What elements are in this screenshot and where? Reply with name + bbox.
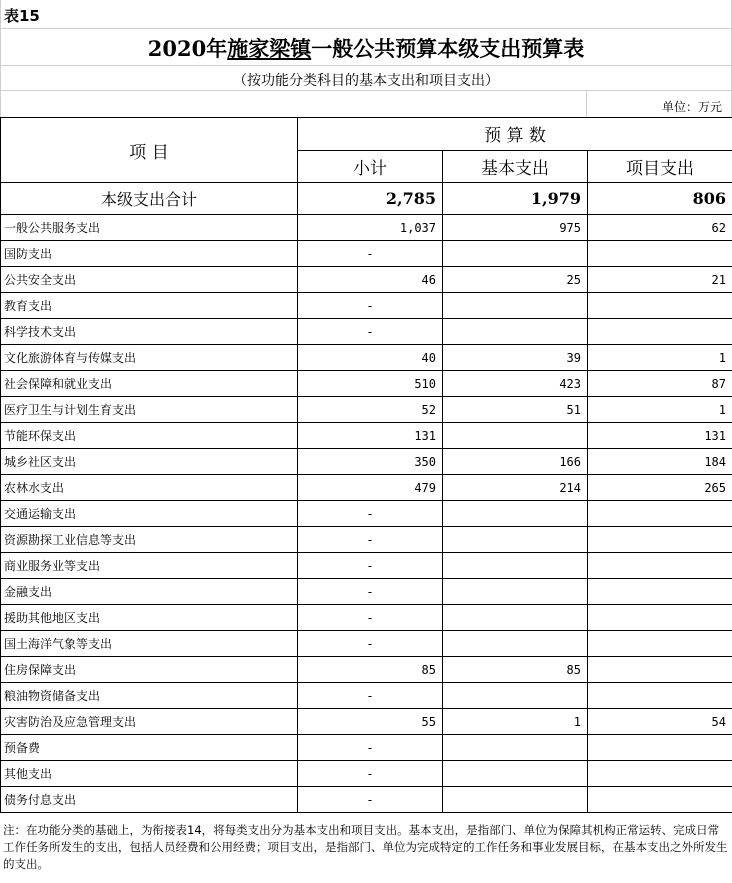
- row-project: [588, 605, 732, 631]
- grid-h2: [0, 65, 732, 66]
- row-subtotal: -: [298, 553, 443, 579]
- row-subtotal: 55: [298, 709, 443, 735]
- table-row: [1, 761, 732, 787]
- header-budget: 预 算 数: [298, 118, 732, 151]
- table-row: [1, 631, 732, 657]
- table-row: [1, 709, 732, 735]
- row-name: 住房保障支出: [1, 657, 298, 683]
- row-name: 灾害防治及应急管理支出: [1, 709, 298, 735]
- row-name: 教育支出: [1, 293, 298, 319]
- row-basic: [443, 553, 588, 579]
- row-subtotal: 479: [298, 475, 443, 501]
- row-name: 粮油物资储备支出: [1, 683, 298, 709]
- row-project: 21: [588, 267, 732, 293]
- table-row: [1, 345, 732, 371]
- table-row: [1, 293, 732, 319]
- row-name: 交通运输支出: [1, 501, 298, 527]
- total-basic: 1,979: [443, 183, 588, 215]
- row-project: [588, 527, 732, 553]
- row-subtotal: 46: [298, 267, 443, 293]
- row-name: 节能环保支出: [1, 423, 298, 449]
- row-project: [588, 683, 732, 709]
- table-row: [1, 501, 732, 527]
- row-subtotal: 350: [298, 449, 443, 475]
- table-row: [1, 319, 732, 345]
- row-name: 资源勘探工业信息等支出: [1, 527, 298, 553]
- row-subtotal: -: [298, 527, 443, 553]
- row-subtotal: -: [298, 761, 443, 787]
- row-name: 援助其他地区支出: [1, 605, 298, 631]
- row-basic: [443, 579, 588, 605]
- total-row: [1, 183, 732, 215]
- table-row: [1, 553, 732, 579]
- header-row-1: [1, 118, 732, 151]
- table-row: [1, 527, 732, 553]
- table-row: [1, 449, 732, 475]
- row-basic: 166: [443, 449, 588, 475]
- row-basic: 85: [443, 657, 588, 683]
- row-project: 1: [588, 345, 732, 371]
- row-basic: [443, 735, 588, 761]
- row-name: 社会保障和就业支出: [1, 371, 298, 397]
- row-basic: [443, 683, 588, 709]
- title-town: 施家梁镇: [227, 36, 312, 61]
- header-basic: 基本支出: [443, 150, 588, 183]
- title-suffix: 一般公共预算本级支出预算表: [311, 36, 585, 61]
- row-subtotal: -: [298, 631, 443, 657]
- row-subtotal: -: [298, 293, 443, 319]
- row-basic: [443, 241, 588, 267]
- table-row: [1, 371, 732, 397]
- row-basic: 25: [443, 267, 588, 293]
- row-name: 医疗卫生与计划生育支出: [1, 397, 298, 423]
- row-name: 国防支出: [1, 241, 298, 267]
- row-name: 城乡社区支出: [1, 449, 298, 475]
- total-project: 806: [588, 183, 732, 215]
- table-row: [1, 215, 732, 241]
- row-basic: 423: [443, 371, 588, 397]
- row-subtotal: -: [298, 787, 443, 813]
- row-project: 87: [588, 371, 732, 397]
- row-project: [588, 319, 732, 345]
- table-row: [1, 267, 732, 293]
- row-basic: [443, 423, 588, 449]
- row-project: 265: [588, 475, 732, 501]
- row-basic: [443, 319, 588, 345]
- grid-h3: [0, 90, 732, 91]
- row-subtotal: -: [298, 501, 443, 527]
- row-project: 1: [588, 397, 732, 423]
- row-project: [588, 579, 732, 605]
- table-row: [1, 475, 732, 501]
- table-row: [1, 657, 732, 683]
- row-project: [588, 735, 732, 761]
- header-subtotal: 小计: [298, 150, 443, 183]
- unit-label: 单位：万元: [661, 100, 722, 114]
- row-subtotal: -: [298, 605, 443, 631]
- row-basic: 214: [443, 475, 588, 501]
- row-name: 商业服务业等支出: [1, 553, 298, 579]
- row-subtotal: -: [298, 735, 443, 761]
- page-title: [0, 33, 732, 63]
- row-name: 国土海洋气象等支出: [1, 631, 298, 657]
- row-project: [588, 631, 732, 657]
- table-row: [1, 423, 732, 449]
- row-subtotal: 1,037: [298, 215, 443, 241]
- row-project: [588, 293, 732, 319]
- row-project: 62: [588, 215, 732, 241]
- table-label: 表15: [4, 7, 40, 25]
- row-subtotal: 510: [298, 371, 443, 397]
- header-project: 项目支出: [588, 150, 732, 183]
- row-name: 一般公共服务支出: [1, 215, 298, 241]
- row-subtotal: -: [298, 683, 443, 709]
- row-project: [588, 501, 732, 527]
- row-subtotal: 131: [298, 423, 443, 449]
- row-subtotal: 52: [298, 397, 443, 423]
- table-row: [1, 605, 732, 631]
- table-row: [1, 735, 732, 761]
- row-subtotal: -: [298, 319, 443, 345]
- table-row: [1, 241, 732, 267]
- page-subtitle: （按功能分类科目的基本支出和项目支出）: [233, 73, 499, 89]
- total-subtotal: 2,785: [298, 183, 443, 215]
- table-body: [1, 215, 732, 813]
- row-subtotal: 40: [298, 345, 443, 371]
- row-project: 54: [588, 709, 732, 735]
- row-project: [588, 787, 732, 813]
- row-project: [588, 553, 732, 579]
- row-name: 农林水支出: [1, 475, 298, 501]
- row-basic: 975: [443, 215, 588, 241]
- row-name: 预备费: [1, 735, 298, 761]
- row-basic: [443, 501, 588, 527]
- budget-table: [0, 117, 732, 813]
- row-project: [588, 761, 732, 787]
- grid-v-unit: [586, 90, 587, 117]
- row-basic: [443, 527, 588, 553]
- table-row: [1, 683, 732, 709]
- row-subtotal: -: [298, 579, 443, 605]
- row-name: 金融支出: [1, 579, 298, 605]
- title-prefix: 2020年: [147, 36, 228, 61]
- row-subtotal: -: [298, 241, 443, 267]
- row-project: 184: [588, 449, 732, 475]
- row-project: [588, 657, 732, 683]
- row-name: 公共安全支出: [1, 267, 298, 293]
- row-basic: [443, 761, 588, 787]
- row-basic: [443, 631, 588, 657]
- table-row: [1, 787, 732, 813]
- row-subtotal: 85: [298, 657, 443, 683]
- row-basic: [443, 293, 588, 319]
- table-row: [1, 579, 732, 605]
- table-row: [1, 397, 732, 423]
- row-name: 其他支出: [1, 761, 298, 787]
- row-name: 文化旅游体育与传媒支出: [1, 345, 298, 371]
- row-name: 债务付息支出: [1, 787, 298, 813]
- row-basic: 51: [443, 397, 588, 423]
- row-basic: 39: [443, 345, 588, 371]
- row-basic: [443, 787, 588, 813]
- row-basic: 1: [443, 709, 588, 735]
- footnote: 注：在功能分类的基础上，为衔接表14，将每类支出分为基本支出和项目支出。基本支出，是指部门、单位为保障其机构正常运转、完成日常工作任务所发生的支出，包括人员经费和公用经费；项目支出，是指部门、单位为完成特定的工作任务和事业发展目标，在基本支出之外所发生的支出。: [3, 823, 728, 871]
- total-label: 本级支出合计: [1, 183, 298, 215]
- row-project: [588, 241, 732, 267]
- row-project: 131: [588, 423, 732, 449]
- row-basic: [443, 605, 588, 631]
- grid-h1: [0, 28, 732, 29]
- header-item: 项 目: [1, 118, 298, 183]
- row-name: 科学技术支出: [1, 319, 298, 345]
